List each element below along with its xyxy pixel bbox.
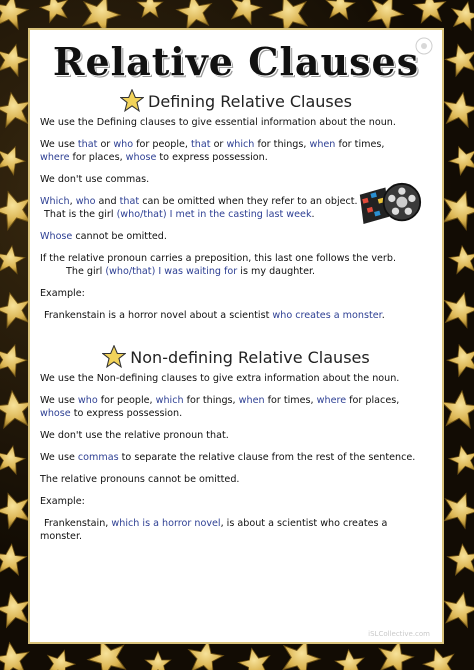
text-segment: for people,	[133, 139, 192, 150]
defining-p2b	[40, 151, 432, 164]
highlighted-text: whose	[125, 152, 157, 163]
text-segment: ,	[69, 196, 76, 207]
text-segment: for things,	[254, 139, 310, 150]
nondefining-p2b	[40, 407, 432, 420]
text-segment: for places,	[346, 395, 400, 406]
highlighted-text: which	[155, 395, 184, 406]
text-segment: is my daughter.	[237, 266, 316, 277]
highlighted-text: who creates a monster	[272, 310, 382, 321]
text-segment: .	[311, 209, 315, 220]
highlighted-text: that	[119, 196, 140, 207]
highlighted-text: whose	[40, 408, 71, 419]
text-segment: for things,	[183, 395, 239, 406]
highlighted-text: Whose	[40, 231, 73, 242]
text-segment: or	[97, 139, 114, 150]
text-segment: That is the girl	[44, 209, 117, 220]
highlighted-text: (who/that) I was waiting for	[105, 266, 238, 277]
highlighted-text: that	[77, 139, 98, 150]
highlighted-text: who	[113, 139, 134, 150]
highlighted-text: Which	[40, 196, 70, 207]
text-segment: We use	[40, 395, 78, 406]
defining-example-label: Example:	[40, 288, 85, 299]
nondefining-example-b: monster.	[40, 531, 83, 542]
text-segment: , is about a scientist who creates a	[220, 518, 388, 529]
text-segment: cannot be omitted.	[72, 231, 167, 242]
text-segment: for times,	[264, 395, 317, 406]
defining-p6: If the relative pronoun carries a preposition, this last one follows the verb.	[40, 253, 396, 264]
text-segment: for places,	[69, 152, 126, 163]
highlighted-text: when	[238, 395, 265, 406]
text-segment: .	[381, 310, 385, 321]
nondefining-example-label: Example:	[40, 496, 85, 507]
defining-p6b	[40, 265, 432, 278]
text-segment: for times,	[335, 139, 385, 150]
highlighted-text: that	[191, 139, 211, 150]
defining-p3: We don't use commas.	[40, 174, 150, 185]
text-segment: We use	[40, 452, 78, 463]
highlighted-text: who	[75, 196, 96, 207]
defining-example	[40, 309, 432, 322]
nondefining-p4	[40, 451, 432, 464]
star-icon	[102, 345, 126, 369]
text-segment: We use	[40, 139, 78, 150]
nondefining-p1: We use the Non-defining clauses to give extra information about the noun.	[40, 373, 400, 384]
highlighted-text: which is a horror novel	[111, 518, 221, 529]
highlighted-text: who	[77, 395, 98, 406]
text-segment: The girl	[66, 266, 106, 277]
highlighted-text: commas	[77, 452, 119, 463]
defining-heading-text: Defining Relative Clauses	[148, 91, 352, 111]
film-reel-icon	[358, 180, 422, 226]
text-segment: or	[210, 139, 227, 150]
logo-icon	[414, 36, 434, 56]
worksheet-page	[30, 30, 442, 642]
highlighted-text: (who/that) I met in the casting last week	[116, 209, 312, 220]
watermark: iSLCollective.com	[368, 630, 430, 638]
defining-heading	[40, 86, 432, 116]
defining-p2	[40, 138, 432, 151]
page-title: Relative Clauses	[52, 39, 420, 84]
defining-p1: We use the Defining clauses to give essential information about the noun.	[40, 117, 396, 128]
nondefining-heading-text: Non-defining Relative Clauses	[130, 347, 370, 367]
text-segment: and	[95, 196, 120, 207]
highlighted-text: where	[316, 395, 347, 406]
text-segment: to express possession.	[156, 152, 268, 163]
text-segment: for people,	[97, 395, 156, 406]
nondefining-example	[40, 517, 432, 530]
highlighted-text: which	[226, 139, 255, 150]
nondefining-heading	[40, 342, 432, 372]
nondefining-p5: The relative pronouns cannot be omitted.	[40, 474, 240, 485]
highlighted-text: where	[40, 152, 70, 163]
text-segment: Frankenstain is a horror novel about a scientist	[44, 310, 273, 321]
highlighted-text: when	[309, 139, 336, 150]
text-segment: can be omitted when they refer to an object.	[139, 196, 358, 207]
text-segment: Frankenstain,	[44, 518, 112, 529]
text-segment: to express possession.	[70, 408, 183, 419]
star-icon	[120, 89, 144, 113]
text-segment: to separate the relative clause from the rest of the sentence.	[118, 452, 416, 463]
nondefining-p2	[40, 394, 432, 407]
nondefining-p3: We don't use the relative pronoun that.	[40, 430, 229, 441]
defining-p5	[40, 230, 432, 243]
